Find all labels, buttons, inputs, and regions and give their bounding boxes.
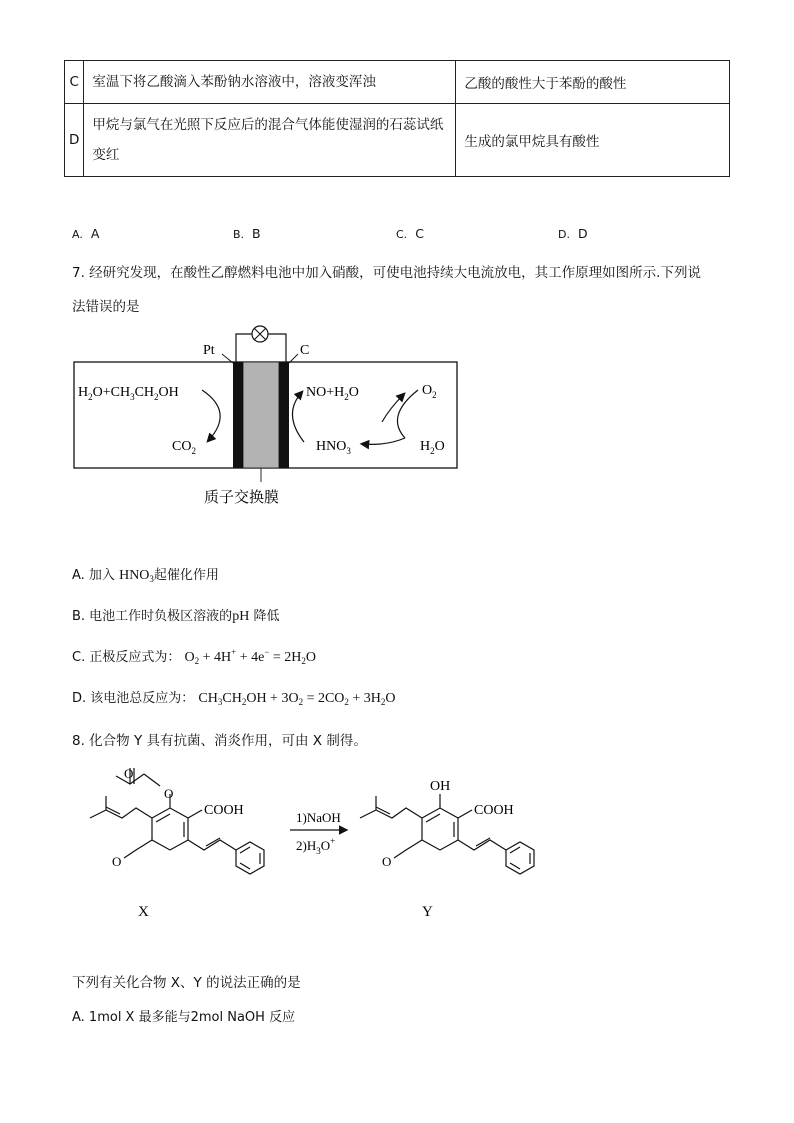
reaction-scheme xyxy=(60,760,550,930)
choice-key: C. xyxy=(396,228,408,241)
o2-label: $O_2$ xyxy=(422,383,437,400)
compound-y-label: Y xyxy=(422,904,433,920)
option-text: B. 电池工作时负极区溶液的 xyxy=(72,609,233,624)
choice-value: C xyxy=(415,226,424,241)
options-table xyxy=(64,60,730,177)
choice-b[interactable] xyxy=(233,226,261,241)
choice-a[interactable] xyxy=(72,226,99,241)
h2o-label: $H_2O$ xyxy=(420,439,445,456)
conclusion-cell: 生成的氯甲烷具有酸性 xyxy=(456,104,730,177)
co2-label: $CO_2$ xyxy=(172,439,196,456)
option-text: 起催化作用 xyxy=(153,568,219,583)
no-h2o-label: $NO+H_2O$ xyxy=(306,385,359,402)
q7-option-a[interactable] xyxy=(72,564,219,584)
fuel-cell-diagram xyxy=(60,320,480,520)
choice-key: B. xyxy=(233,228,245,241)
option-text: 降低 xyxy=(253,609,280,624)
q7-stem-line2: 法错误的是 xyxy=(72,299,140,315)
q8-stem: 8. 化合物 Y 具有抗菌、消炎作用，可由 X 制得。 xyxy=(72,733,367,749)
q7-option-c[interactable] xyxy=(72,646,316,666)
table-row xyxy=(65,104,730,177)
reagent-1: 1)NaOH xyxy=(296,810,341,825)
y-cooh-label: COOH xyxy=(474,803,514,818)
q8-question: 下列有关化合物 X、Y 的说法正确的是 xyxy=(72,975,301,991)
q7-option-d[interactable] xyxy=(72,687,396,707)
choice-key: A. xyxy=(72,228,83,241)
x-methoxy-o-label: O xyxy=(112,854,122,869)
x-cooh-label: COOH xyxy=(204,803,244,818)
y-oh-label: OH xyxy=(430,779,451,794)
hno3-label: $HNO_3$ xyxy=(316,439,351,456)
choice-c[interactable] xyxy=(396,226,424,241)
y-methoxy-o-label: O xyxy=(382,854,392,869)
table-row xyxy=(65,61,730,104)
reactant-label: $H_2O+CH_3CH_2OH$ xyxy=(78,385,179,402)
membrane-label: 质子交换膜 xyxy=(204,488,280,506)
cycle-arrow-to-hno3 xyxy=(362,438,405,444)
formula: pH xyxy=(232,609,250,624)
choice-value: B xyxy=(252,226,261,241)
experiment-cell: 室温下将乙酸滴入苯酚钠水溶液中，溶液变浑浊 xyxy=(84,61,456,104)
choice-value: A xyxy=(90,226,100,241)
pt-label: Pt xyxy=(203,343,215,358)
left-arrow xyxy=(202,390,220,441)
reagent-2: $2)H_3O^+$ xyxy=(296,836,336,856)
q8-option-a[interactable]: A. 1mol X 最多能与2mol NaOH 反应 xyxy=(72,1010,296,1025)
q7-stem-line1: 7. 经研究发现，在酸性乙醇燃料电池中加入硝酸，可使电池持续大电流放电，其工作原理如图所示.下列说 xyxy=(72,265,701,281)
q7-option-b[interactable] xyxy=(72,605,279,625)
option-text: D. 该电池总反应为： xyxy=(72,691,195,706)
proton-exchange-membrane xyxy=(243,362,279,468)
compound-x-label: X xyxy=(138,904,149,920)
choice-d[interactable] xyxy=(558,226,588,241)
carbonyl-o-label: O xyxy=(124,766,134,781)
option-text: C. 正极反应式为： xyxy=(72,650,181,665)
pt-electrode xyxy=(233,362,243,468)
option-text: A. 加入 xyxy=(72,568,115,583)
formula: $HNO_3$ xyxy=(119,568,154,584)
bulb-icon xyxy=(252,326,268,342)
choice-value: D xyxy=(577,226,588,241)
right-arrow-up xyxy=(292,392,304,442)
formula: $O_2 + 4H^+ + 4e^- = 2H_2O$ xyxy=(184,647,317,666)
experiment-cell: 甲烷与氯气在光照下反应后的混合气体能使湿润的石蕊试纸变红 xyxy=(84,104,456,177)
conclusion-cell: 乙酸的酸性大于苯酚的酸性 xyxy=(456,61,730,104)
q6-choices xyxy=(0,226,794,248)
c-electrode xyxy=(279,362,289,468)
row-label: D xyxy=(65,104,84,177)
c-label: C xyxy=(300,343,310,358)
ester-o-label: O xyxy=(164,786,174,801)
choice-key: D. xyxy=(558,228,570,241)
formula: $CH_3CH_2OH + 3O_2 = 2CO_2 + 3H_2O$ xyxy=(198,691,396,707)
row-label: C xyxy=(65,61,84,104)
